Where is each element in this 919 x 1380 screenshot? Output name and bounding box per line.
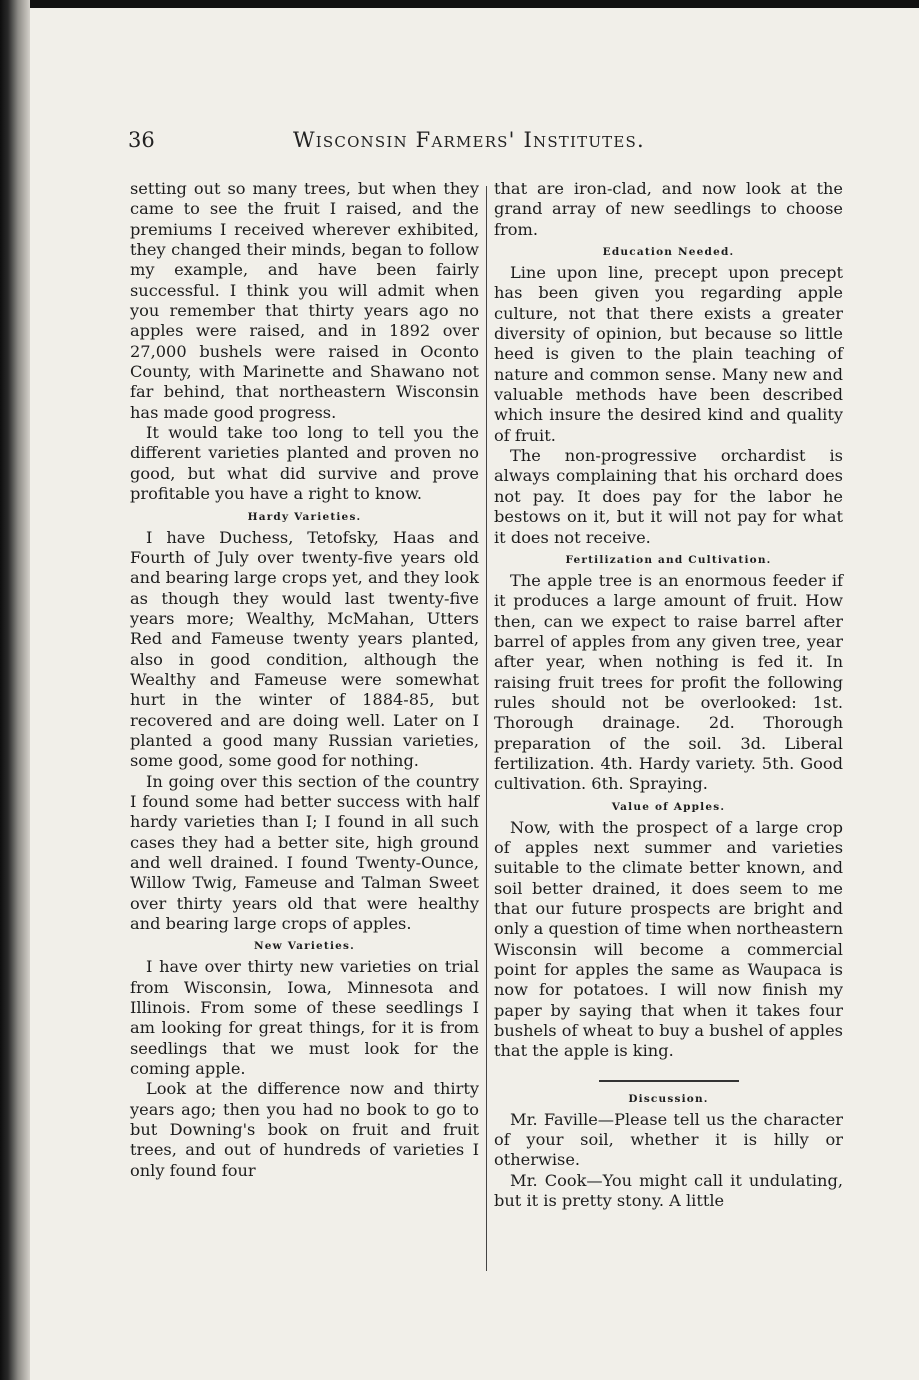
right-column bbox=[494, 179, 843, 1211]
section-rule bbox=[599, 1080, 739, 1082]
paragraph: Mr. Cook—You might call it undulating, but it is pretty stony. A little bbox=[494, 1170, 843, 1211]
paragraph: It would take too long to tell you the different varieties planted and proven no good, but what did survive and prove profitable you have a right to know. bbox=[130, 423, 479, 504]
paragraph: The non-progressive orchardist is always complaining that his orchard does not pay. It does pay for the labor he bestows on it, but it will not pay for what it does not receive. bbox=[494, 446, 843, 547]
paragraph: Look at the difference now and thirty years ago; then you had no book to go to but Downing's book on fruit and fruit trees, and out of hundreds of varieties I only found four bbox=[130, 1079, 479, 1180]
page-header bbox=[128, 128, 678, 158]
scan-top-edge bbox=[0, 0, 919, 8]
running-title: Wisconsin Farmers' Institutes. bbox=[293, 128, 645, 152]
paragraph: In going over this section of the country I found some had better success with half hardy varieties than I; I found in all such cases they had a better site, high ground and well drained. I found Twenty-Ounce, Willow Twig, Fameuse and Talman Sweet over thirty years old that were healthy and bearing large crops of apples. bbox=[130, 771, 479, 934]
paragraph: that are iron-clad, and now look at the grand array of new seedlings to choose from. bbox=[494, 179, 843, 239]
paragraph: Line upon line, precept upon precept has been given you regarding apple culture, not that there exists a greater diversity of opinion, but because so little heed is given to the plain teaching of nature and common sense. Many new and valuable methods have been described which insure the desired kind and quality of fruit. bbox=[494, 263, 843, 445]
paragraph: Mr. Faville—Please tell us the character of your soil, whether it is hilly or otherwise. bbox=[494, 1109, 843, 1170]
section-heading-education-needed: Education Needed. bbox=[602, 246, 735, 259]
paragraph: I have Duchess, Tetofsky, Haas and Fourth of July over twenty-five years old and bearing large crops yet, and they look as though they would last twenty-five years more; Wealthy, McMahan, Utters Red and Fameuse twenty years planted, also in good condition, although the Wealthy and Fameuse were somewhat hurt in the winter of 1884-85, but recovered and are doing well. Later on I planted a good many Russian varieties, some good, some good for nothing. bbox=[130, 527, 479, 771]
paragraph: The apple tree is an enormous feeder if it produces a large amount of fruit. How then, can we expect to raise barrel after barrel of apples from any given tree, year after year, when nothing is fed it. In raising fruit trees for profit the following rules should not be overlooked: 1st. Thorough drainage. 2d. Thorough preparation of the soil. 3d. Liberal fertilization. 4th. Hardy variety. 5th. Good cultivation. 6th. Spraying. bbox=[494, 570, 843, 794]
section-heading-new-varieties: New Varieties. bbox=[253, 940, 356, 953]
left-column bbox=[130, 179, 479, 1181]
section-heading-fertilization: Fertilization and Cultivation. bbox=[565, 553, 772, 566]
page-number: 36 bbox=[128, 128, 155, 152]
paragraph: I have over thirty new varieties on trial from Wisconsin, Iowa, Minnesota and Illinois. From some of these seedlings I am looking for great things, for it is from seedlings that we must look for the coming apple. bbox=[130, 957, 479, 1079]
paragraph: Now, with the prospect of a large crop of apples next summer and varieties suitable to the climate better known, and soil better drained, it does seem to me that our future prospects are bright and only a question of time when northeastern Wisconsin will become a commercial point for apples the same as Waupaca is now for potatoes. I will now finish my paper by saying that when it takes four bushels of wheat to buy a bushel of apples that the apple is king. bbox=[494, 817, 843, 1061]
section-heading-hardy-varieties: Hardy Varieties. bbox=[247, 510, 362, 523]
paragraph: setting out so many trees, but when they came to see the fruit I raised, and the premiums I received wherever exhibited, they changed their minds, began to follow my example, and have been fairly successful. I think you will admit when you remember that thirty years ago no apples were raised, and in 1892 over 27,000 bushels were raised in Oconto County, with Marinette and Shawano not far behind, that northeastern Wisconsin has made good progress. bbox=[130, 179, 479, 422]
section-heading-value-of-apples: Value of Apples. bbox=[611, 800, 726, 813]
section-heading-discussion: Discussion. bbox=[628, 1092, 709, 1105]
book-binding-edge bbox=[0, 0, 30, 1380]
column-divider bbox=[486, 186, 487, 1271]
